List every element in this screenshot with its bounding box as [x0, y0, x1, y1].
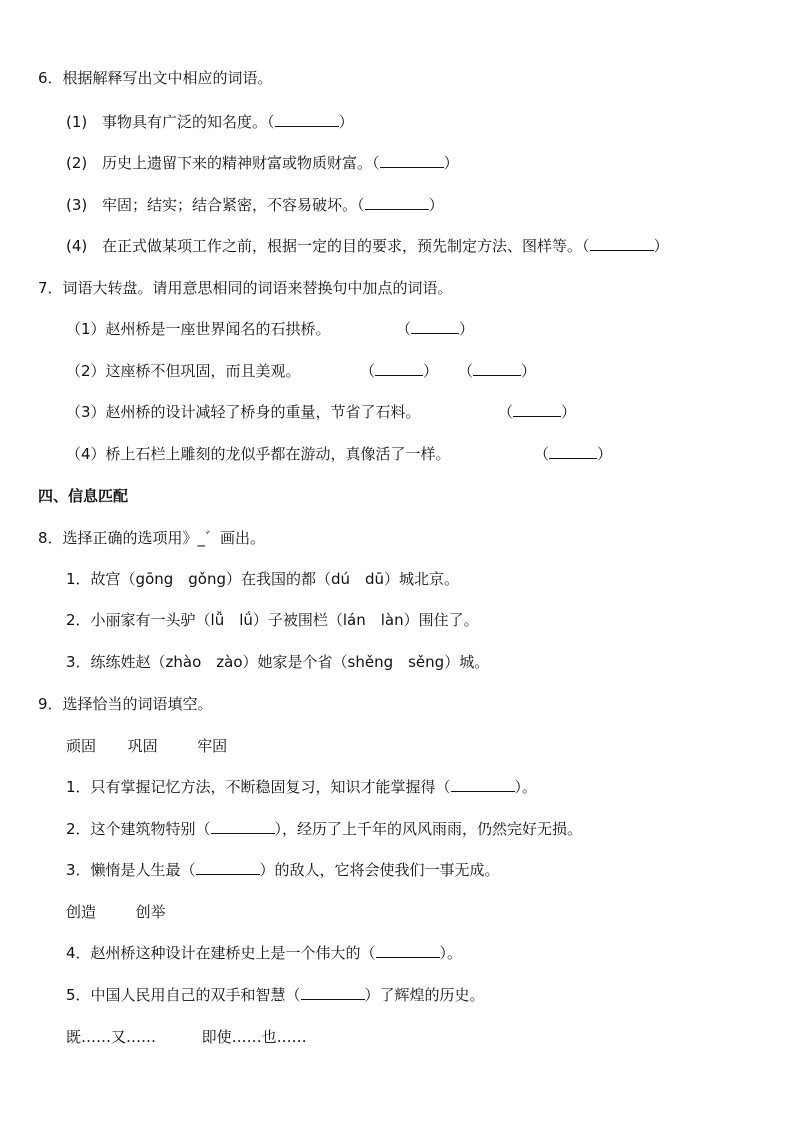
answer-blank[interactable] — [301, 985, 365, 1000]
item-text: 历史上遗留下来的精神财富或物质财富。 — [102, 154, 373, 172]
bracket-open: （ — [372, 154, 380, 172]
item-number: (3) — [66, 196, 88, 214]
answer-blank[interactable] — [549, 444, 597, 459]
q8-title: 8．选择正确的选项用》_゛画出。 — [38, 529, 266, 547]
item-text: （1）赵州桥是一座世界闻名的石拱桥。 — [66, 320, 331, 338]
word-option: 创举 — [135, 903, 166, 921]
q9-item-5 — [66, 985, 485, 1005]
bracket-open: （ — [582, 237, 590, 255]
bracket-open: （ — [267, 113, 275, 131]
q9-item-3 — [66, 860, 500, 880]
q7-item-1-answer: （ ） — [396, 320, 475, 338]
item-text: 4．赵州桥这种设计在建桥史上是一个伟大的（ — [66, 944, 376, 962]
q8-item-2[interactable]: 2．小丽家有一头驴（lǚ lǘ）子被围栏（lán làn）围住了。 — [66, 611, 479, 629]
q7-item-4 — [66, 444, 451, 464]
answer-blank[interactable] — [196, 860, 260, 875]
answer-blank[interactable] — [375, 361, 423, 376]
bracket-close: ） — [428, 196, 444, 214]
q7-item-4-answer: （ ） — [534, 445, 613, 463]
answer-blank[interactable] — [513, 402, 561, 417]
item-text: 1．只有掌握记忆方法，不断稳固复习，知识才能掌握得（ — [66, 778, 451, 796]
bracket-close: ） — [443, 154, 459, 172]
q7-item-2-answer-a: （ ） — [360, 362, 439, 380]
item-text: （2）这座桥不但巩固，而且美观。 — [66, 362, 301, 380]
item-text: 在正式做某项工作之前，根据一定的目的要求，预先制定方法、图样等。 — [102, 237, 583, 255]
q6-item-1 — [66, 112, 354, 132]
word-option: 即使……也…… — [201, 1028, 307, 1046]
item-number: (1) — [66, 113, 88, 131]
answer-blank[interactable] — [473, 361, 521, 376]
q7-item-3-answer: （ ） — [498, 403, 577, 421]
q9-word-bank-1 — [66, 736, 227, 756]
answer-blank[interactable] — [380, 153, 444, 168]
q6-item-2 — [66, 153, 459, 173]
word-option: 创造 — [66, 903, 97, 921]
word-option: 牢固 — [197, 737, 228, 755]
bracket-close: ） — [653, 237, 669, 255]
q9-word-bank-3 — [66, 1027, 307, 1047]
answer-blank[interactable] — [411, 319, 459, 334]
q7-item-1 — [66, 319, 331, 339]
section-heading: 四、信息匹配 — [38, 487, 129, 505]
q6-item-3 — [66, 195, 444, 215]
item-text: （4）桥上石栏上雕刻的龙似乎都在游动，真像活了一样。 — [66, 445, 451, 463]
q7-item-2-answer-b: （ ） — [458, 362, 537, 380]
answer-blank[interactable] — [451, 777, 515, 792]
answer-blank[interactable] — [275, 112, 339, 127]
item-number: (4) — [66, 237, 88, 255]
q7-item-3 — [66, 402, 421, 422]
answer-blank[interactable] — [376, 943, 440, 958]
q8-item-1[interactable]: 1．故宫（gōng gǒng）在我国的都（dú dū）城北京。 — [66, 570, 460, 588]
item-number: (2) — [66, 154, 88, 172]
q9-word-bank-2 — [66, 902, 166, 922]
word-option: 巩固 — [127, 737, 158, 755]
word-option: 顽固 — [66, 737, 97, 755]
item-text: 5．中国人民用自己的双手和智慧（ — [66, 986, 301, 1004]
item-text: 事物具有广泛的知名度。 — [102, 113, 268, 131]
answer-blank[interactable] — [590, 236, 654, 251]
item-text-end: ）。 — [514, 778, 538, 796]
item-text: 2．这个建筑物特别（ — [66, 820, 211, 838]
q8-item-3[interactable]: 3．练练姓赵（zhào zào）她家是个省（shěng sěng）城。 — [66, 653, 490, 671]
item-text: （3）赵州桥的设计减轻了桥身的重量，节省了石料。 — [66, 403, 421, 421]
item-text-end: ）了辉煌的历史。 — [364, 986, 485, 1004]
q7-item-2 — [66, 361, 301, 381]
item-text-end: ），经历了上千年的风风雨雨，仍然完好无损。 — [274, 820, 583, 838]
q9-title: 9．选择恰当的词语填空。 — [38, 695, 213, 713]
bracket-open: （ — [357, 196, 365, 214]
q6-title: 6．根据解释写出文中相应的词语。 — [38, 69, 273, 87]
item-text: 牢固；结实；结合紧密，不容易破坏。 — [102, 196, 358, 214]
answer-blank[interactable] — [211, 819, 275, 834]
q7-title: 7．词语大转盘。请用意思相同的词语来替换句中加点的词语。 — [38, 279, 453, 297]
q9-item-4 — [66, 943, 462, 963]
bracket-close: ） — [338, 113, 354, 131]
item-text-end: ）的敌人，它将会使我们一事无成。 — [259, 861, 500, 879]
item-text-end: ）。 — [439, 944, 463, 962]
q9-item-1 — [66, 777, 537, 797]
word-option: 既……又…… — [66, 1028, 157, 1046]
item-text: 3．懒惰是人生最（ — [66, 861, 196, 879]
q9-item-2 — [66, 819, 582, 839]
q6-item-4 — [66, 236, 669, 256]
answer-blank[interactable] — [365, 195, 429, 210]
